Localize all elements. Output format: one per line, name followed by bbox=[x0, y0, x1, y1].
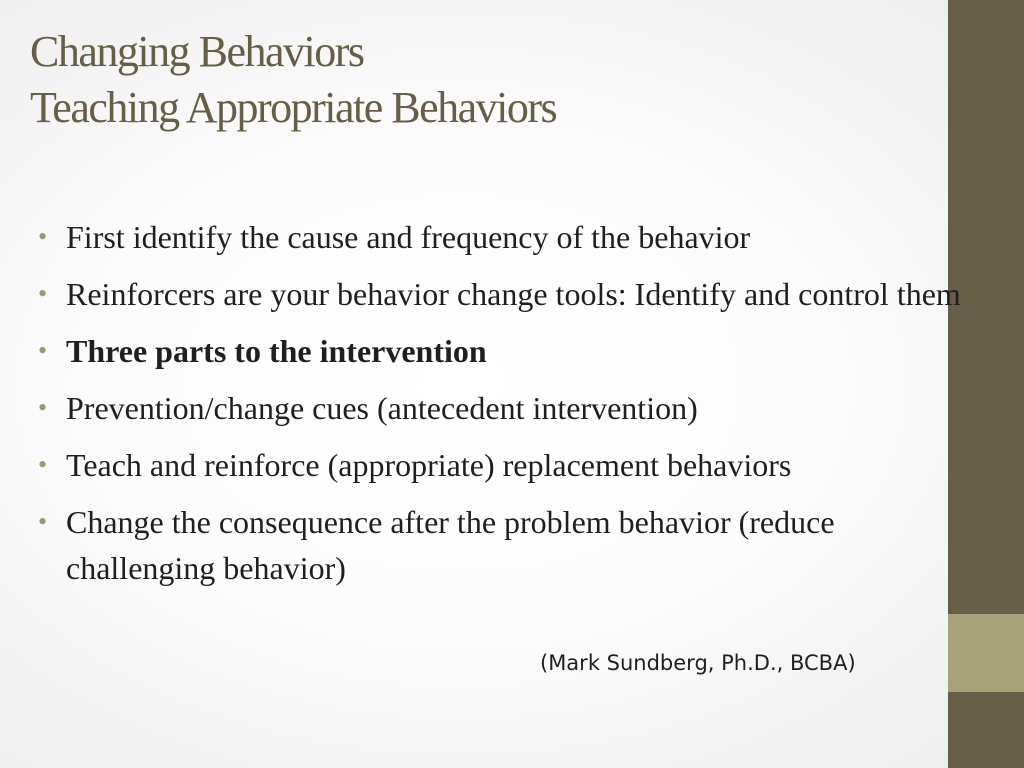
slide-title-line-1: Changing Behaviors bbox=[30, 27, 364, 76]
slide-title-line-2: Teaching Appropriate Behaviors bbox=[30, 83, 557, 132]
bullet-icon: • bbox=[38, 336, 48, 365]
bullet-text: First identify the cause and frequency of the behavior bbox=[66, 219, 751, 255]
bullet-icon: • bbox=[38, 222, 48, 251]
slide-title bbox=[30, 24, 930, 136]
bullet-item bbox=[38, 214, 973, 260]
bullet-text: Teach and reinforce (appropriate) replacement behaviors bbox=[66, 447, 792, 483]
bullet-item bbox=[38, 271, 973, 317]
bullet-icon: • bbox=[38, 507, 48, 536]
bullet-item bbox=[38, 385, 973, 431]
bullet-item bbox=[38, 442, 973, 488]
citation: (Mark Sundberg, Ph.D., BCBA) bbox=[540, 651, 856, 675]
bullet-text: Prevention/change cues (antecedent intervention) bbox=[66, 390, 698, 426]
bullet-icon: • bbox=[38, 279, 48, 308]
bullet-list bbox=[38, 214, 973, 602]
sidebar-accent-block bbox=[948, 614, 1024, 692]
bullet-text: Change the consequence after the problem behavior (reduce challenging behavior) bbox=[66, 504, 835, 586]
bullet-icon: • bbox=[38, 450, 48, 479]
bullet-item-emphasis bbox=[38, 328, 973, 374]
bullet-text: Three parts to the intervention bbox=[66, 333, 487, 369]
bullet-icon: • bbox=[38, 393, 48, 422]
bullet-text: Reinforcers are your behavior change tools: Identify and control them bbox=[66, 276, 961, 312]
bullet-item bbox=[38, 499, 973, 591]
